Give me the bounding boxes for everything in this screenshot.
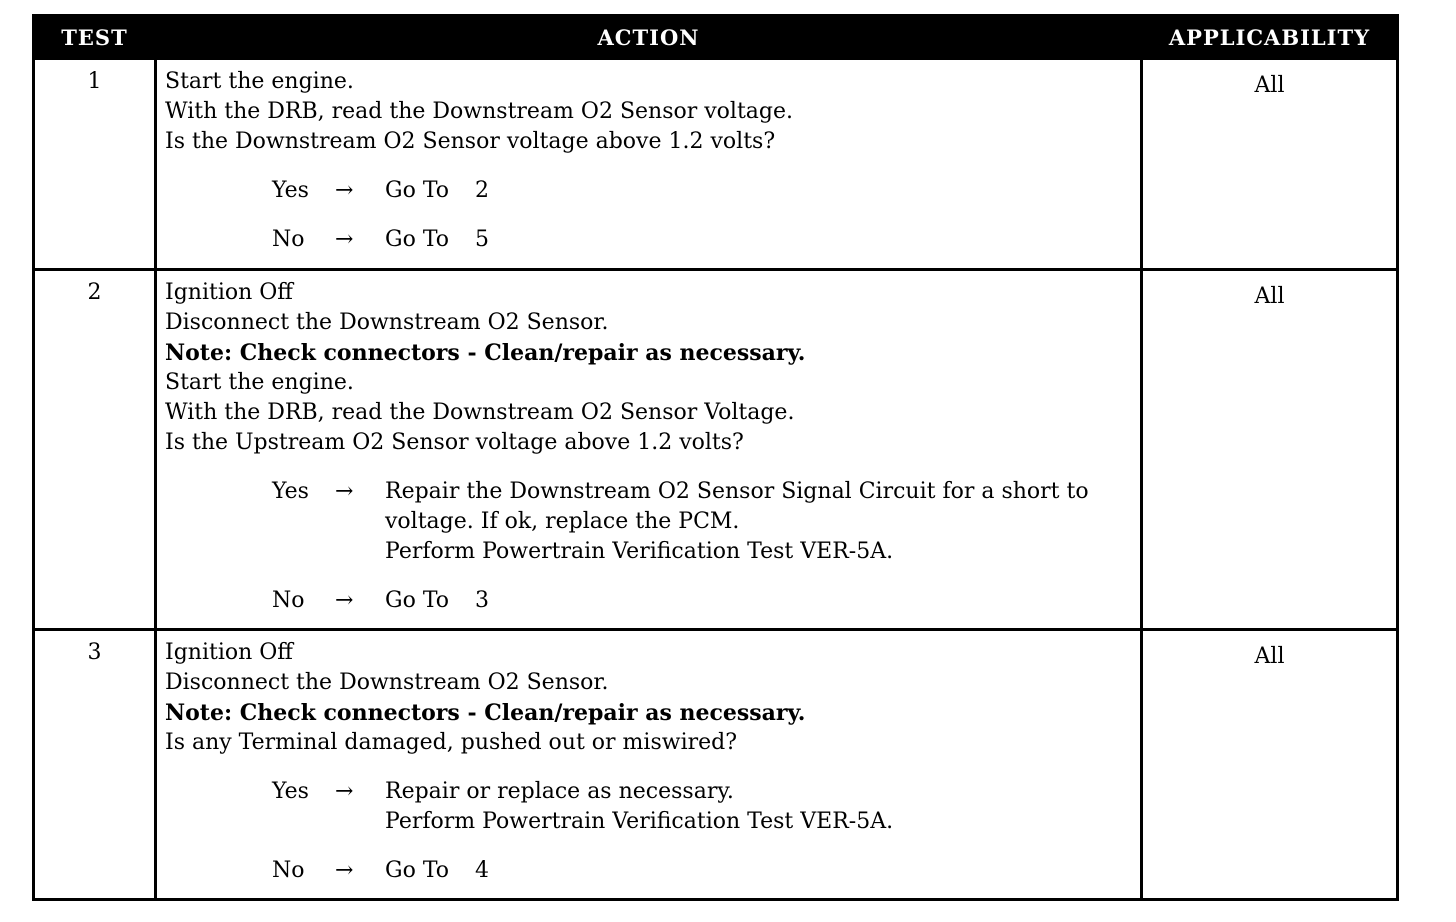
step-line: With the DRB, read the Downstream O2 Sensor voltage. <box>165 99 794 124</box>
outcome-result <box>385 586 489 616</box>
applicability-value: All <box>1142 59 1398 270</box>
action-cell <box>156 270 1142 630</box>
step-line: Start the engine. <box>165 370 354 395</box>
result-line: Perform Powertrain Verification Test VER-5A. <box>385 539 894 564</box>
goto-target: 4 <box>475 858 490 883</box>
outcome-result <box>385 856 489 886</box>
test-number: 1 <box>34 59 156 270</box>
outcome-label: Yes <box>272 178 309 203</box>
right-arrow-icon: → <box>335 178 354 203</box>
header-applicability: APPLICABILITY <box>1142 16 1398 59</box>
result-line: Repair the Downstream O2 Sensor Signal Circuit for a short to <box>385 479 1089 504</box>
applicability-value: All <box>1142 270 1398 630</box>
step-line: Is the Downstream O2 Sensor voltage above 1.2 volts? <box>165 129 776 154</box>
goto-target: 5 <box>475 227 490 252</box>
result-line: Repair or replace as necessary. <box>385 779 734 804</box>
right-arrow-icon: → <box>335 588 354 613</box>
result-line: voltage. If ok, replace the PCM. <box>385 509 740 534</box>
outcome-label: Yes <box>272 779 309 804</box>
outcome-label: No <box>272 588 305 613</box>
test-row <box>34 630 1398 900</box>
outcome-no <box>165 225 1134 255</box>
table-header-row <box>34 16 1398 59</box>
right-arrow-icon: → <box>335 479 354 504</box>
right-arrow-icon: → <box>335 227 354 252</box>
outcome-label: No <box>272 858 305 883</box>
goto-label: Go To <box>385 178 450 203</box>
action-cell <box>156 630 1142 900</box>
outcome-no <box>165 586 1134 616</box>
right-arrow-icon: → <box>335 779 354 804</box>
note-line: Note: Check connectors - Clean/repair as necessary. <box>165 340 806 366</box>
outcome-result <box>385 176 489 206</box>
outcome-result <box>385 477 1089 567</box>
step-line: Start the engine. <box>165 69 354 94</box>
test-number: 2 <box>34 270 156 630</box>
test-number: 3 <box>34 630 156 900</box>
note-line: Note: Check connectors - Clean/repair as necessary. <box>165 700 806 726</box>
step-line: Disconnect the Downstream O2 Sensor. <box>165 670 609 695</box>
outcome-yes <box>165 477 1134 567</box>
step-line: Ignition Off <box>165 280 293 305</box>
header-test: TEST <box>34 16 156 59</box>
step-line: Is any Terminal damaged, pushed out or miswired? <box>165 730 738 755</box>
outcome-yes <box>165 777 1134 837</box>
step-line: With the DRB, read the Downstream O2 Sensor Voltage. <box>165 400 795 425</box>
goto-label: Go To <box>385 588 450 613</box>
result-line: Perform Powertrain Verification Test VER-5A. <box>385 809 894 834</box>
goto-label: Go To <box>385 227 450 252</box>
outcome-no <box>165 856 1134 886</box>
outcome-yes <box>165 176 1134 206</box>
diagnostic-test-table <box>32 14 1399 901</box>
applicability-value: All <box>1142 630 1398 900</box>
test-row <box>34 270 1398 630</box>
action-cell <box>156 59 1142 270</box>
outcome-result <box>385 777 893 837</box>
test-row <box>34 59 1398 270</box>
outcome-result <box>385 225 489 255</box>
step-line: Disconnect the Downstream O2 Sensor. <box>165 310 609 335</box>
goto-target: 3 <box>475 588 490 613</box>
goto-label: Go To <box>385 858 450 883</box>
header-action: ACTION <box>156 16 1142 59</box>
step-line: Is the Upstream O2 Sensor voltage above 1.2 volts? <box>165 430 744 455</box>
goto-target: 2 <box>475 178 490 203</box>
step-line: Ignition Off <box>165 640 293 665</box>
outcome-label: No <box>272 227 305 252</box>
right-arrow-icon: → <box>335 858 354 883</box>
outcome-label: Yes <box>272 479 309 504</box>
